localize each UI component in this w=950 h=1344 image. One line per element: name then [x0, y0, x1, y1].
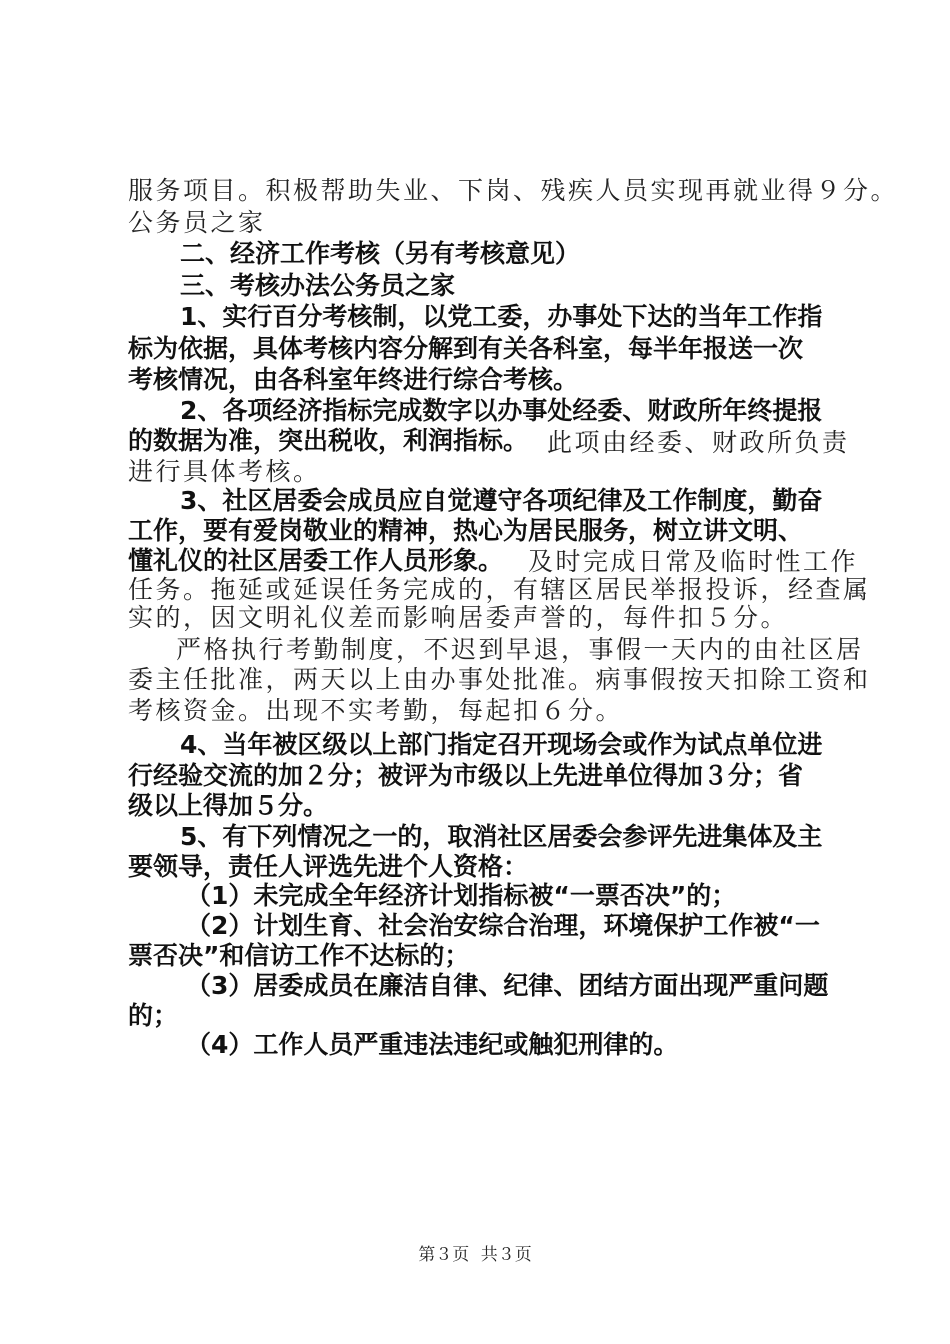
page-footer [0, 1243, 950, 1267]
text-line: 行经验交流的加２分；被评为市级以上先进单位得加３分；省 [128, 761, 804, 790]
text-line: 进行具体考核。 [128, 457, 321, 486]
text-line: 服务项目。积极帮助失业、下岗、残疾人员实现再就业得９分。 [128, 176, 899, 205]
text-line: 标为依据，具体考核内容分解到有关各科室，每半年报送一次 [128, 334, 804, 363]
text-line: 实的，因文明礼仪差而影响居委声誉的，每件扣５分。 [128, 603, 789, 632]
page-number: 第３页 [418, 1245, 470, 1265]
text-line: 此项由经委、财政所负责 [547, 428, 850, 457]
text-line: 2、各项经济指标完成数字以办事处经委、财政所年终提报 [180, 396, 823, 425]
text-line: 任务。拖延或延误任务完成的，有辖区居民举报投诉，经查属 [128, 575, 871, 604]
section-heading: 三、考核办法公务员之家 [180, 271, 456, 300]
text-line: 要领导，责任人评选先进个人资格： [128, 852, 529, 881]
text-line: 委主任批准，两天以上由办事处批准。病事假按天扣除工资和 [128, 665, 871, 694]
list-item-continuation: 的； [128, 1001, 179, 1030]
text-line: 及时完成日常及临时性工作 [528, 547, 859, 576]
text-line: 3、社区居委会成员应自觉遵守各项纪律及工作制度，勤奋 [180, 486, 823, 515]
text-line: 级以上得加５分。 [128, 791, 329, 820]
text-line: 1、实行百分考核制，以党工委，办事处下达的当年工作指 [180, 302, 823, 331]
text-line: 工作，要有爱岗敬业的精神，热心为居民服务，树立讲文明、 [128, 516, 804, 545]
text-line: 5、有下列情况之一的，取消社区居委会参评先进集体及主 [180, 822, 823, 851]
section-heading: 二、经济工作考核（另有考核意见） [180, 239, 581, 268]
list-item-continuation: 票否决”和信访工作不达标的； [128, 941, 470, 970]
text-line: 严格执行考勤制度，不迟到早退，事假一天内的由社区居 [176, 635, 864, 664]
text-line: 4、当年被区级以上部门指定召开现场会或作为试点单位进 [180, 730, 823, 759]
text-line: 公务员之家 [128, 208, 266, 237]
list-item: （2）计划生育、社会治安综合治理，环境保护工作被“一 [186, 911, 820, 940]
list-item: （3）居委成员在廉洁自律、纪律、团结方面出现严重问题 [186, 971, 829, 1000]
text-line: 考核情况，由各科室年终进行综合考核。 [128, 365, 579, 394]
list-item: （4）工作人员严重违法违纪或触犯刑律的。 [186, 1030, 679, 1059]
text-line: 懂礼仪的社区居委工作人员形象。 [128, 546, 504, 575]
list-item: （1）未完成全年经济计划指标被“一票否决”的； [186, 881, 737, 910]
text-line: 的数据为准，突出税收，利润指标。 [128, 426, 529, 455]
page-total: 共３页 [480, 1245, 532, 1265]
text-line: 考核资金。出现不实考勤，每起扣６分。 [128, 696, 624, 725]
